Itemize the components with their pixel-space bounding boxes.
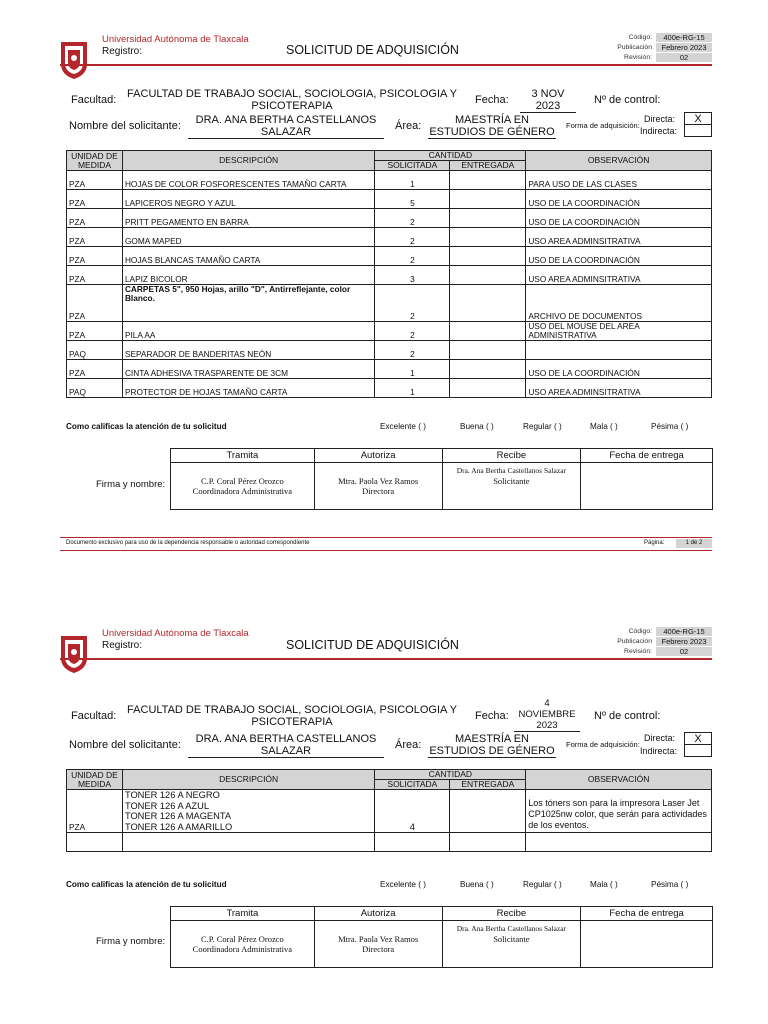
cell-unidad: PZA	[67, 285, 123, 322]
rating-mala[interactable]: Mala ( )	[590, 422, 618, 431]
cell-descripcion	[122, 790, 374, 833]
col-observacion: OBSERVACIÓN	[526, 151, 712, 171]
firma-label: Firma y nombre:	[96, 936, 166, 947]
table-row	[67, 171, 712, 190]
table-row	[67, 266, 712, 285]
footer-note: Documento exclusivo para uso de la dependencia responsable o autoridad correspondiente	[66, 540, 310, 546]
registro-label: Registro:	[102, 640, 143, 651]
sig-autoriza: Mtra. Paola Vez Ramos Directora	[314, 921, 442, 968]
cell-solicitada: 2	[375, 209, 450, 228]
cell-unidad: PZA	[67, 190, 123, 209]
revision-label: Revisión:	[624, 647, 652, 655]
col-cantidad: CANTIDAD	[375, 770, 526, 780]
directa-checkbox[interactable]: X	[684, 732, 712, 745]
items-table	[66, 150, 712, 398]
cell-solicitada: 2	[375, 247, 450, 266]
cell-observacion: PARA USO DE LAS CLASES	[526, 171, 712, 190]
cell-observacion: Los tóners son para la impresora Laser Jet CP1025nw color, que serán para actividades de los eventos.	[526, 790, 712, 833]
publicacion-label: Publicación	[617, 43, 652, 51]
cell-entregada	[450, 247, 526, 266]
sig-recibe: Dra. Ana Bertha Castellanos Salazar Solicitante	[442, 921, 581, 968]
publicacion-value: Febrero 2023	[656, 637, 712, 646]
facultad-label: Facultad:	[71, 94, 117, 106]
forma-label: Forma de adquisición:	[566, 740, 640, 749]
indirecta-label: Indirecta:	[640, 126, 678, 136]
cell-descripcion: PILA AA	[122, 322, 375, 341]
empty-cell	[526, 833, 712, 852]
codigo-value: 400e-RG-15	[656, 33, 712, 42]
cell-observacion: USO DE LA COORDINACIÓN	[526, 247, 712, 266]
control-label: Nº de control:	[594, 94, 661, 106]
facultad-value: FACULTAD DE TRABAJO SOCIAL, SOCIOLOGIA, PSICOLOGIA Y PSICOTERAPIA	[127, 704, 457, 728]
sig-tramita: C.P. Coral Pérez Orozco Coordinadora Administrativa	[171, 921, 315, 968]
signature-table	[170, 448, 713, 510]
cell-entregada	[450, 379, 526, 398]
table-row	[67, 228, 712, 247]
cell-entregada	[450, 209, 526, 228]
forma-label: Forma de adquisición:	[566, 121, 640, 130]
revision-label: Revisión:	[624, 53, 652, 61]
cell-observacion: USO DE LA COORDINACIÓN	[526, 190, 712, 209]
footer-divider	[60, 537, 712, 538]
cell-solicitada: 2	[375, 285, 450, 322]
description-line: TONER 126 A AZUL	[124, 800, 209, 811]
table-row	[67, 285, 712, 322]
empty-cell	[122, 833, 374, 852]
cell-observacion: USO AREA ADMINSITRATIVA	[526, 266, 712, 285]
col-unidad: UNIDAD DE MEDIDA	[67, 151, 123, 171]
cell-entregada	[450, 285, 526, 322]
codigo-value: 400e-RG-15	[656, 627, 712, 636]
table-row	[67, 341, 712, 360]
cell-descripcion: HOJAS BLANCAS TAMAÑO CARTA	[122, 247, 375, 266]
sig-header-autoriza: Autoriza	[314, 907, 442, 921]
header-divider	[60, 658, 712, 660]
fecha-label: Fecha:	[475, 94, 509, 106]
cell-entregada	[450, 266, 526, 285]
cell-descripcion: LAPIZ BICOLOR	[122, 266, 375, 285]
cell-unidad: PZA	[67, 247, 123, 266]
cell-descripcion: CARPETAS 5", 950 Hojas, arillo "D", Antirreflejante, color Blanco.	[122, 285, 375, 322]
cell-solicitada: 1	[375, 360, 450, 379]
cell-entregada	[450, 322, 526, 341]
rating-buena[interactable]: Buena ( )	[460, 880, 494, 889]
cell-descripcion: LAPICEROS NEGRO Y AZUL	[122, 190, 375, 209]
cell-solicitada: 2	[375, 341, 450, 360]
cell-entregada	[450, 190, 526, 209]
cell-unidad: PAQ	[67, 379, 123, 398]
cell-solicitada: 1	[375, 379, 450, 398]
empty-cell	[450, 833, 526, 852]
cell-unidad: PZA	[67, 209, 123, 228]
signature-table	[170, 906, 713, 968]
sig-header-tramita: Tramita	[171, 449, 315, 463]
sig-fecha-entrega[interactable]	[581, 463, 713, 510]
area-value: MAESTRÍA EN ESTUDIOS DE GÉNERO	[429, 733, 555, 757]
cell-solicitada: 2	[375, 228, 450, 247]
rating-excelente[interactable]: Excelente ( )	[380, 422, 426, 431]
cell-observacion: USO DE LA COORDINACIÓN	[526, 360, 712, 379]
sig-fecha-entrega[interactable]	[581, 921, 713, 968]
table-row	[67, 209, 712, 228]
description-line: TONER 126 A NEGRO	[124, 790, 220, 800]
cell-solicitada: 5	[375, 190, 450, 209]
rating-regular[interactable]: Regular ( )	[523, 422, 562, 431]
col-solicitada: SOLICITADA	[375, 161, 450, 171]
col-descripcion: DESCRIPCIÓN	[122, 151, 375, 171]
publicacion-label: Publicación	[617, 637, 652, 645]
cell-unidad: PZA	[67, 266, 123, 285]
form-title: SOLICITUD DE ADQUISICIÓN	[286, 638, 459, 652]
header-divider	[60, 64, 712, 66]
rating-excelente[interactable]: Excelente ( )	[380, 880, 426, 889]
directa-label: Directa:	[644, 733, 676, 743]
rating-question: Como calificas la atención de tu solicitud	[66, 880, 227, 889]
university-name: Universidad Autónoma de Tlaxcala	[102, 34, 249, 45]
col-cantidad: CANTIDAD	[375, 151, 526, 161]
indirecta-checkbox[interactable]	[684, 744, 712, 757]
cell-unidad: PAQ	[67, 341, 123, 360]
cell-observacion: ARCHIVO DE DOCUMENTOS	[526, 285, 712, 322]
university-name: Universidad Autónoma de Tlaxcala	[102, 628, 249, 639]
cell-descripcion: GOMA MAPED	[122, 228, 375, 247]
cell-observacion: USO AREA ADMINSITRATIVA	[526, 379, 712, 398]
area-value: MAESTRÍA EN ESTUDIOS DE GÉNERO	[429, 114, 555, 138]
registro-label: Registro:	[102, 46, 143, 57]
facultad-value: FACULTAD DE TRABAJO SOCIAL, SOCIOLOGIA, PSICOLOGIA Y PSICOTERAPIA	[127, 88, 457, 112]
cell-unidad: PZA	[67, 228, 123, 247]
cell-unidad: PZA	[67, 171, 123, 190]
rating-buena[interactable]: Buena ( )	[460, 422, 494, 431]
cell-descripcion: HOJAS DE COLOR FOSFORESCENTES TAMAÑO CARTA	[122, 171, 375, 190]
col-descripcion: DESCRIPCIÓN	[122, 770, 374, 790]
page-label: Página:	[644, 540, 665, 546]
cell-entregada	[450, 171, 526, 190]
page-value: 1 de 2	[676, 539, 712, 548]
col-entregada: ENTREGADA	[450, 780, 526, 790]
codigo-label: Código:	[628, 627, 652, 635]
rating-mala[interactable]: Mala ( )	[590, 880, 618, 889]
cell-descripcion: CINTA ADHESIVA TRASPARENTE DE 3CM	[122, 360, 375, 379]
table-row	[67, 247, 712, 266]
cell-observacion	[526, 341, 712, 360]
sig-header-fecha: Fecha de entrega	[581, 907, 713, 921]
col-solicitada: SOLICITADA	[375, 780, 450, 790]
university-shield-icon	[60, 40, 88, 80]
sig-header-recibe: Recibe	[442, 449, 581, 463]
sig-autoriza: Mtra. Paola Vez Ramos Directora	[314, 463, 442, 510]
cell-solicitada: 2	[375, 322, 450, 341]
directa-checkbox[interactable]: X	[684, 112, 712, 125]
footer-divider-bottom	[60, 550, 712, 551]
fecha-value: 3 NOV 2023	[520, 88, 576, 113]
university-shield-icon	[60, 634, 88, 674]
empty-cell	[67, 833, 123, 852]
publicacion-value: Febrero 2023	[656, 43, 712, 52]
fecha-value: 4 NOVIEMBRE 2023	[514, 698, 580, 732]
sig-header-fecha: Fecha de entrega	[581, 449, 713, 463]
revision-value: 02	[656, 53, 712, 62]
rating-regular[interactable]: Regular ( )	[523, 880, 562, 889]
table-row	[67, 360, 712, 379]
cell-observacion: USO DE LA COORDINACIÓN	[526, 209, 712, 228]
rating-pesima[interactable]: Pésima ( )	[651, 880, 689, 889]
cell-solicitada: 4	[375, 790, 450, 833]
table-row	[67, 190, 712, 209]
col-entregada: ENTREGADA	[450, 161, 526, 171]
items-table	[66, 769, 712, 852]
cell-entregada	[450, 790, 526, 833]
document-meta	[610, 32, 712, 62]
solicitante-label: Nombre del solicitante:	[69, 739, 181, 751]
cell-descripcion: PRITT PEGAMENTO EN BARRA	[122, 209, 375, 228]
control-label: Nº de control:	[594, 710, 661, 722]
area-label: Área:	[395, 120, 422, 132]
codigo-label: Código:	[628, 33, 652, 41]
cell-descripcion: SEPARADOR DE BANDERITAS NEÓN	[122, 341, 375, 360]
solicitante-label: Nombre del solicitante:	[69, 120, 181, 132]
rating-pesima[interactable]: Pésima ( )	[651, 422, 689, 431]
document-meta	[610, 626, 712, 656]
footer	[66, 540, 712, 546]
table-row	[67, 379, 712, 398]
rating-question: Como calificas la atención de tu solicitud	[66, 422, 227, 431]
cell-observacion: USO AREA ADMINSITRATIVA	[526, 228, 712, 247]
description-line: TONER 126 A MAGENTA	[124, 811, 232, 821]
sig-header-recibe: Recibe	[442, 907, 581, 921]
sig-header-autoriza: Autoriza	[314, 449, 442, 463]
cell-unidad: PZA	[67, 360, 123, 379]
solicitante-value: DRA. ANA BERTHA CASTELLANOS SALAZAR	[188, 733, 384, 758]
cell-observacion: USO DEL MOUSE DEL AREA ADMINISTRATIVA	[526, 322, 712, 341]
col-observacion: OBSERVACIÓN	[526, 770, 712, 790]
empty-cell	[375, 833, 450, 852]
sig-recibe: Dra. Ana Bertha Castellanos Salazar Solicitante	[442, 463, 581, 510]
cell-entregada	[450, 228, 526, 247]
indirecta-label: Indirecta:	[640, 746, 678, 756]
cell-unidad: PZA	[67, 790, 123, 833]
facultad-label: Facultad:	[71, 710, 117, 722]
cell-entregada	[450, 360, 526, 379]
table-row	[67, 833, 712, 852]
indirecta-checkbox[interactable]	[684, 124, 712, 137]
cell-unidad: PZA	[67, 322, 123, 341]
cell-solicitada: 1	[375, 171, 450, 190]
form-title: SOLICITUD DE ADQUISICIÓN	[286, 43, 459, 57]
table-row	[67, 790, 712, 833]
area-label: Área:	[395, 739, 422, 751]
firma-label: Firma y nombre:	[96, 479, 166, 490]
cell-entregada	[450, 341, 526, 360]
revision-value: 02	[656, 647, 712, 656]
table-row	[67, 322, 712, 341]
description-line: TONER 126 A AMARILLO	[124, 821, 233, 832]
col-unidad: UNIDAD DE MEDIDA	[67, 770, 123, 790]
fecha-label: Fecha:	[475, 710, 509, 722]
cell-solicitada: 3	[375, 266, 450, 285]
cell-descripcion: PROTECTOR DE HOJAS TAMAÑO CARTA	[122, 379, 375, 398]
sig-header-tramita: Tramita	[171, 907, 315, 921]
sig-tramita: C.P. Coral Pérez Orozco Coordinadora Administrativa	[171, 463, 315, 510]
solicitante-value: DRA. ANA BERTHA CASTELLANOS SALAZAR	[188, 114, 384, 139]
directa-label: Directa:	[644, 114, 676, 124]
